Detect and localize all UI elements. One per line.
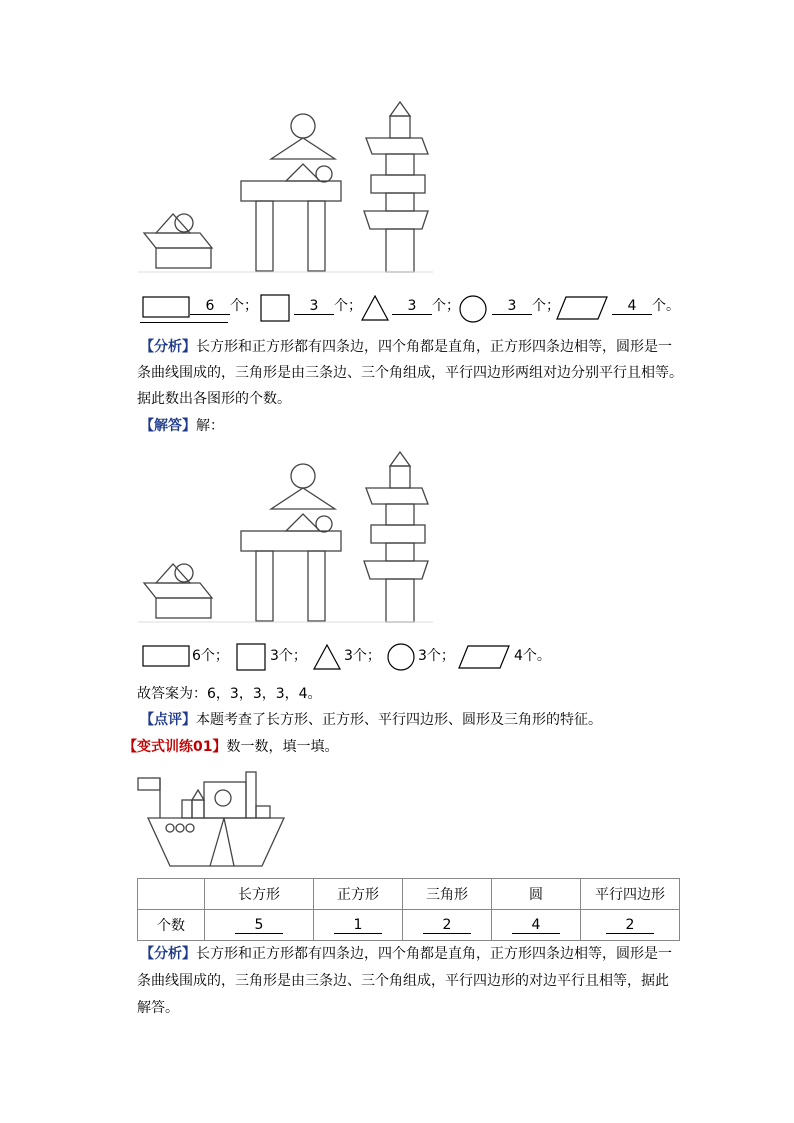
parallelogram-shape — [144, 233, 212, 248]
rectangle-shape — [308, 201, 325, 271]
circle-icon — [386, 642, 416, 672]
circle-shape — [291, 114, 315, 138]
parallelogram-shape — [364, 211, 428, 229]
value-square: 1 — [314, 910, 403, 941]
value-triangle: 2 — [403, 910, 492, 941]
comment-line: 【点评】本题考查了长方形、正方形、平行四边形、圆形及三角形的特征。 — [140, 712, 602, 728]
unit-circle: 个； — [532, 298, 560, 314]
solution-square: 3个； — [270, 648, 307, 664]
circle-icon — [458, 294, 488, 324]
blocks-figure-2 — [138, 446, 438, 628]
answer-square: 3 — [294, 298, 334, 315]
unit-triangle: 个； — [432, 298, 460, 314]
parallelogram-icon — [458, 645, 510, 669]
answer-rectangle: 6 — [190, 298, 230, 315]
unit-rectangle: 个； — [230, 298, 258, 314]
square-shape — [386, 193, 414, 211]
triangle-shape — [286, 164, 320, 181]
rectangle-shape — [371, 175, 425, 193]
parallelogram-shape — [366, 138, 428, 154]
answer-triangle: 3 — [392, 298, 432, 315]
value-parallelogram: 2 — [581, 910, 680, 941]
unit-parallelogram: 个。 — [652, 298, 680, 314]
row-label: 个数 — [138, 910, 205, 941]
square-icon — [260, 294, 290, 322]
analysis2-line-2: 条曲线围成的，三角形是由三条边、三个角组成，平行四边形的对边平行且相等，据此 — [137, 973, 669, 989]
value-circle: 4 — [492, 910, 581, 941]
rectangle-shape — [386, 229, 414, 272]
analysis-line-3: 据此数出各图形的个数。 — [137, 391, 291, 407]
unit-square: 个； — [334, 298, 362, 314]
triangle-shape — [271, 138, 335, 159]
header-triangle: 三角形 — [403, 879, 492, 910]
triangle-icon — [312, 643, 342, 671]
solution-rectangle: 6个； — [192, 648, 229, 664]
header-circle: 圆 — [492, 879, 581, 910]
rectangle-shape — [256, 201, 273, 271]
boat-figure — [134, 762, 294, 872]
solution-count-row — [140, 642, 700, 672]
analysis2-line-1: 【分析】长方形和正方形都有四条边，四个角都是直角，正方形四条边相等，圆形是一 — [140, 946, 672, 962]
underline-rule — [140, 322, 228, 323]
table-corner — [138, 879, 205, 910]
solution-parallelogram: 4个。 — [514, 648, 551, 664]
solution-circle: 3个； — [418, 648, 455, 664]
rectangle-shape — [156, 248, 211, 268]
answer-circle: 3 — [492, 298, 532, 315]
solution-triangle: 3个； — [344, 648, 381, 664]
triangle-shape — [156, 214, 190, 233]
rectangle-icon — [142, 645, 190, 667]
flag-rectangle — [138, 778, 160, 790]
answer-parallelogram: 4 — [612, 298, 652, 315]
value-rectangle: 5 — [205, 910, 314, 941]
analysis-line-2: 条曲线围成的，三角形是由三条边、三个角组成，平行四边形两组对边分别平行且相等。 — [137, 365, 683, 381]
count-table — [137, 878, 680, 941]
variant-heading: 【变式训练01】数一数，填一填。 — [123, 739, 339, 755]
triangle-icon — [360, 294, 390, 322]
rectangle-shape — [241, 181, 341, 201]
table-header-row — [138, 879, 680, 910]
answer-summary: 故答案为：6，3，3，3，4。 — [137, 686, 322, 702]
analysis-line-1: 【分析】长方形和正方形都有四条边，四个角都是直角，正方形四条边相等，圆形是一 — [140, 339, 672, 355]
header-rectangle: 长方形 — [205, 879, 314, 910]
rectangle-icon — [142, 296, 190, 318]
circle-shape — [316, 166, 332, 182]
parallelogram-icon — [556, 296, 608, 320]
square-icon — [236, 643, 266, 671]
blocks-figure-1 — [138, 96, 438, 278]
table-row — [138, 910, 680, 941]
square-shape — [390, 116, 410, 138]
header-square: 正方形 — [314, 879, 403, 910]
solution-heading: 【解答】解： — [140, 418, 224, 434]
square-shape — [386, 154, 414, 175]
triangle-shape — [390, 102, 410, 116]
analysis2-line-3: 解答。 — [137, 1000, 179, 1016]
circle-shape — [175, 214, 193, 232]
header-parallelogram: 平行四边形 — [581, 879, 680, 910]
